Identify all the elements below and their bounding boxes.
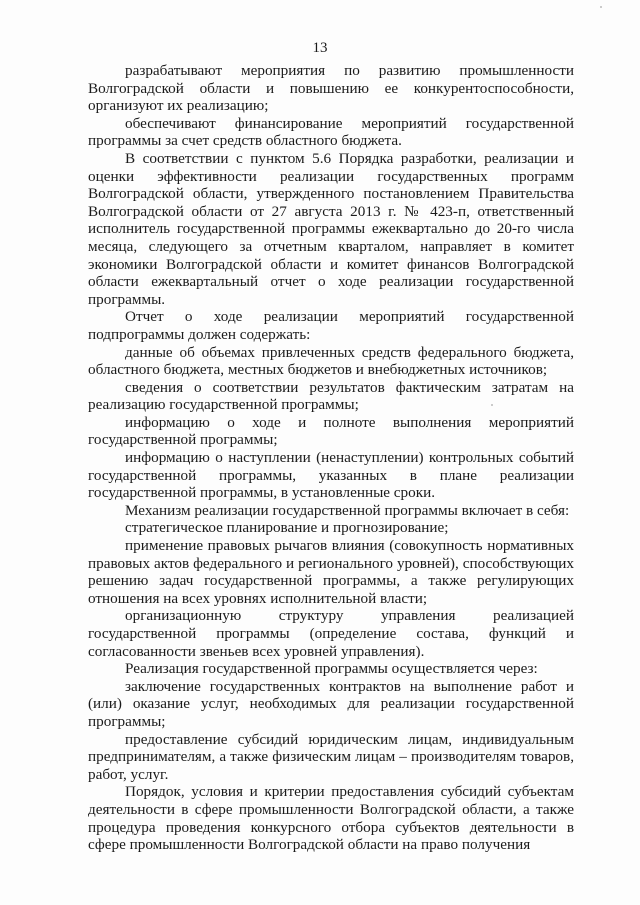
paragraph: данные об объемах привлеченных средств федерального бюджета, областного бюджета, местных бюджетов и внебюджетных источников;: [88, 343, 574, 379]
document-body: [88, 62, 574, 854]
paragraph: стратегическое планирование и прогнозирование;: [125, 519, 449, 537]
paragraph: информацию о наступлении (ненаступлении) контрольных событий государственной программы, указанных в плане реализации государственной программы, в установленные сроки.: [88, 449, 574, 502]
paragraph: предоставление субсидий юридическим лицам, индивидуальным предпринимателям, а также физическим лицам – производителям товаров, работ, услуг.: [88, 730, 574, 783]
paragraph: В соответствии с пунктом 5.6 Порядка разработки, реализации и оценки эффективности реализации государственных программ Волгоградской области, утвержденного постановлением Правительства Волгоградской области от 27 августа 2013 г. № 423-п, ответственный исполнитель государственной программы ежеквартально до 20-го числа месяца, следующего за отчетным кварталом, направляет в комитет экономики Волгоградской области и комитет финансов Волгоградской области ежеквартальный отчет о ходе реализации государственной программы.: [88, 149, 574, 308]
paragraph: Порядок, условия и критерии предоставления субсидий субъектам деятельности в сфере промышленности Волгоградской области, а также процедура проведения конкурсного отбора субъектов деятельности в сфере промышленности Волгоградской области на право получения: [88, 783, 574, 854]
paragraph: разрабатывают мероприятия по развитию промышленности Волгоградской области и повышению ее конкурентоспособности, организуют их реализацию;: [88, 62, 574, 115]
scan-speck: [600, 6, 602, 8]
paragraph: применение правовых рычагов влияния (совокупность нормативных правовых актов федерального и регионального уровней), способствующих решению задач государственной программы, а также регулирующих отношения на всех уровнях исполнительной власти;: [88, 537, 574, 607]
paragraph: заключение государственных контрактов на выполнение работ и (или) оказание услуг, необходимых для реализации государственной программы;: [88, 677, 574, 730]
page-number: 13: [312, 40, 328, 56]
paragraph: Реализация государственной программы осуществляется через:: [125, 660, 538, 678]
paragraph: сведения о соответствии результатов фактическим затратам на реализацию государственной программы;: [88, 378, 574, 414]
paragraph: обеспечивают финансирование мероприятий государственной программы за счет средств областного бюджета.: [88, 114, 574, 150]
paragraph: организационную структуру управления реализацией государственной программы (определение состава, функций и согласованности звеньев всех уровней управления).: [88, 607, 574, 660]
paragraph: информацию о ходе и полноте выполнения мероприятий государственной программы;: [88, 413, 574, 449]
paragraph: Механизм реализации государственной программы включает в себя:: [125, 501, 570, 519]
paragraph: Отчет о ходе реализации мероприятий государственной подпрограммы должен содержать:: [88, 308, 574, 343]
